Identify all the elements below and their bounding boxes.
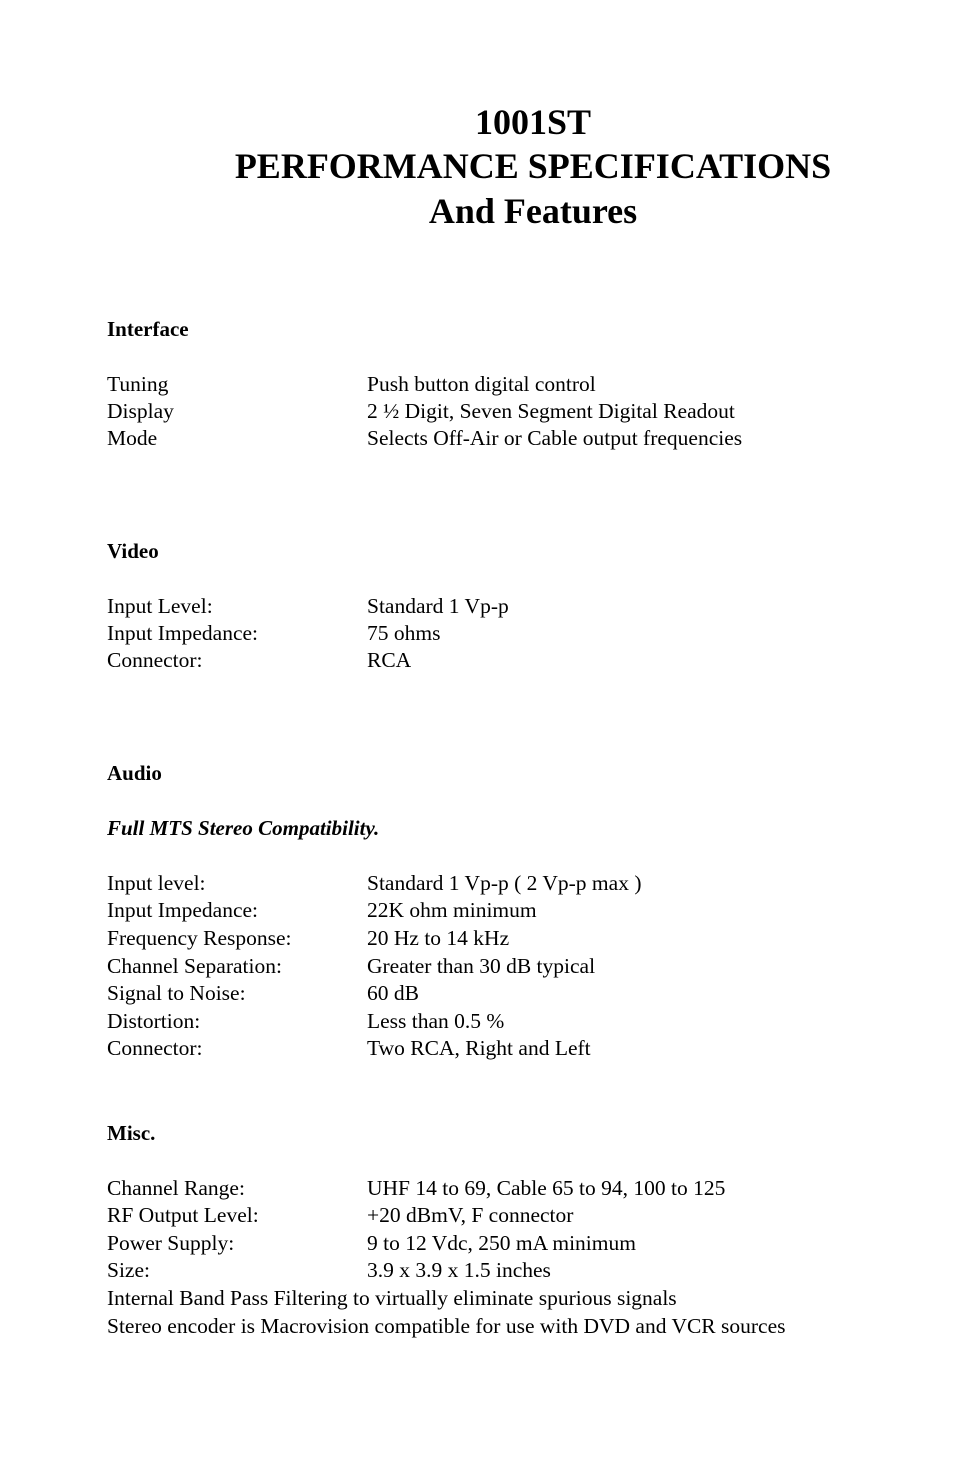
spec-row [107, 1174, 907, 1202]
spec-label: Display [107, 399, 174, 423]
spec-label: Channel Range: [107, 1176, 245, 1200]
audio-compatibility-note: Full MTS Stereo Compatibility. [107, 816, 380, 840]
spec-label: Tuning [107, 372, 169, 396]
spec-label: Signal to Noise: [107, 981, 246, 1005]
spec-value: 2 ½ Digit, Seven Segment Digital Readout [367, 399, 735, 423]
spec-value: 22K ohm minimum [367, 898, 537, 922]
misc-note: Internal Band Pass Filtering to virtually eliminate spurious signals [107, 1286, 677, 1310]
spec-label: Size: [107, 1258, 150, 1282]
spec-label: Input Impedance: [107, 898, 259, 922]
misc-note: Stereo encoder is Macrovision compatible for use with DVD and VCR sources [107, 1314, 786, 1338]
section-heading-video: Video [107, 539, 159, 563]
spec-row [107, 424, 907, 452]
spec-row [107, 619, 907, 647]
spec-row [107, 979, 907, 1007]
spec-row [107, 952, 907, 980]
spec-value: Push button digital control [367, 372, 596, 396]
spec-value: Two RCA, Right and Left [367, 1036, 591, 1060]
spec-label: Distortion: [107, 1009, 201, 1033]
spec-value: Selects Off-Air or Cable output frequencies [367, 426, 743, 450]
spec-value: UHF 14 to 69, Cable 65 to 94, 100 to 125 [367, 1176, 726, 1200]
spec-label: Power Supply: [107, 1231, 235, 1255]
spec-value: 3.9 x 3.9 x 1.5 inches [367, 1258, 551, 1282]
spec-row [107, 869, 907, 897]
spec-label: Input level: [107, 871, 206, 895]
spec-row [107, 1256, 907, 1284]
section-heading-misc: Misc. [107, 1121, 156, 1145]
spec-row [107, 1201, 907, 1229]
spec-row [107, 370, 907, 398]
spec-label: Mode [107, 426, 158, 450]
spec-row [107, 592, 907, 620]
section-heading-interface: Interface [107, 317, 189, 341]
spec-value: 9 to 12 Vdc, 250 mA minimum [367, 1231, 636, 1255]
spec-value: 20 Hz to 14 kHz [367, 926, 510, 950]
spec-row [107, 646, 907, 674]
spec-label: Frequency Response: [107, 926, 292, 950]
spec-row [107, 397, 907, 425]
spec-row [107, 1229, 907, 1257]
spec-label: Input Impedance: [107, 621, 259, 645]
spec-value: +20 dBmV, F connector [367, 1203, 574, 1227]
spec-label: RF Output Level: [107, 1203, 259, 1227]
spec-value: Standard 1 Vp-p ( 2 Vp-p max ) [367, 871, 642, 895]
spec-value: Less than 0.5 % [367, 1009, 505, 1033]
document-title-model: 1001ST [474, 102, 592, 142]
section-heading-audio: Audio [107, 761, 162, 785]
spec-row [107, 1007, 907, 1035]
spec-value: 75 ohms [367, 621, 441, 645]
spec-label: Connector: [107, 1036, 203, 1060]
document-title-main: PERFORMANCE SPECIFICATIONS [234, 146, 832, 186]
spec-label: Connector: [107, 648, 203, 672]
spec-value: Greater than 30 dB typical [367, 954, 596, 978]
spec-label: Channel Separation: [107, 954, 282, 978]
spec-value: Standard 1 Vp-p [367, 594, 509, 618]
spec-row [107, 896, 907, 924]
spec-row [107, 924, 907, 952]
spec-label: Input Level: [107, 594, 213, 618]
spec-value: 60 dB [367, 981, 419, 1005]
spec-row [107, 1034, 907, 1062]
spec-value: RCA [367, 648, 412, 672]
document-title-sub: And Features [428, 191, 638, 231]
